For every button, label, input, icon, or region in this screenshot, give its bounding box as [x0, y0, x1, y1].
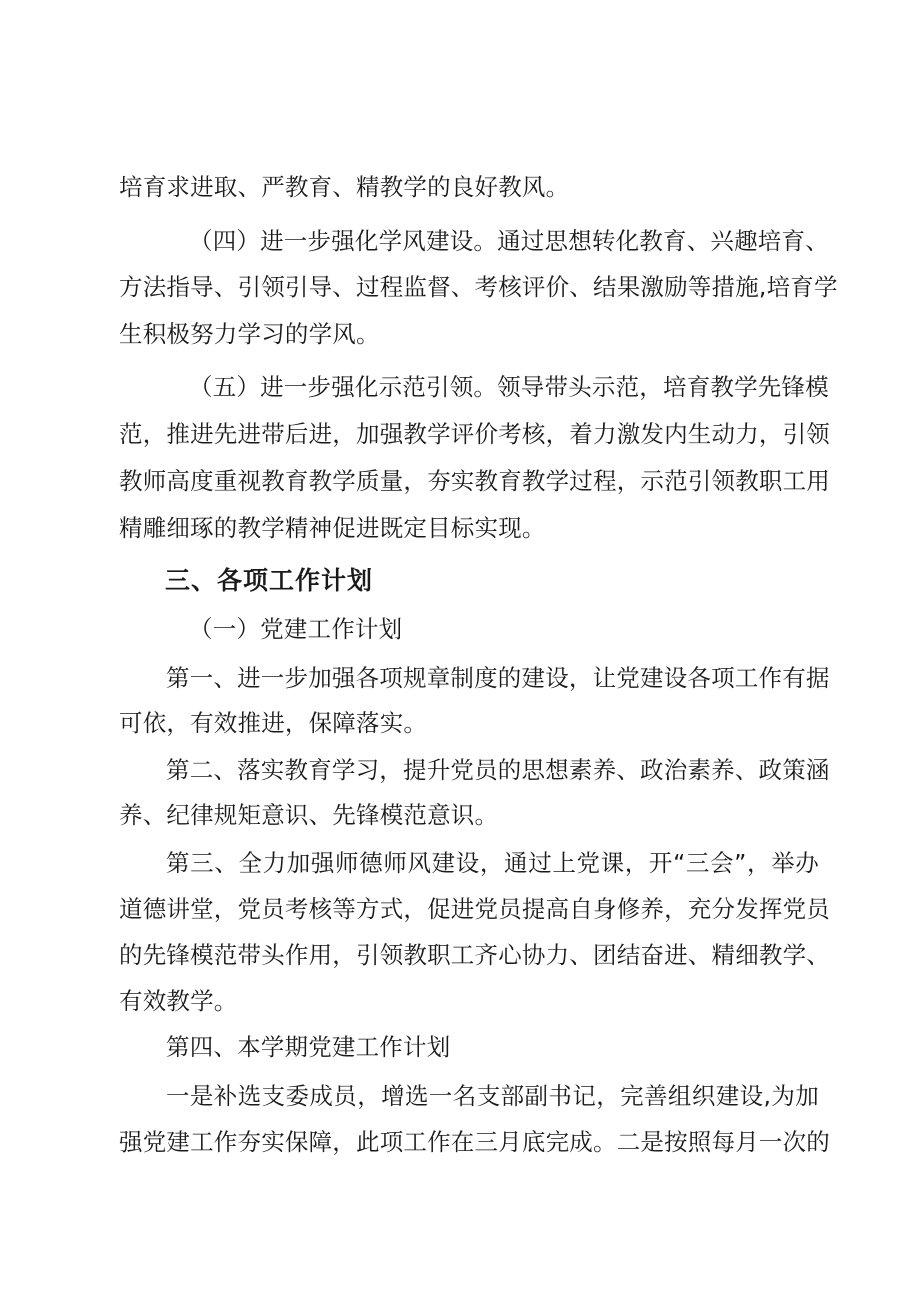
text-line: 可依，有效推进，保障落实。	[119, 709, 428, 737]
text-line: 生积极努力学习的学风。	[119, 320, 380, 348]
text-line: 培育求进取、严教育、精教学的良好教风。	[119, 173, 570, 201]
text-line: 第一、进一步加强各项规章制度的建设，让党建设各项工作有据	[166, 664, 830, 692]
text-line: 一是补选支委成员，增选一名支部副书记，完善组织建设,为加	[166, 1082, 819, 1110]
text-line: 方法指导、引领引导、过程监督、考核评价、结果激励等措施,培育学	[119, 273, 838, 301]
text-line: 精雕细琢的教学精神促进既定目标实现。	[119, 514, 546, 542]
text-line: 道德讲堂，党员考核等方式，促进党员提高自身修养，充分发挥党员	[119, 895, 830, 923]
text-line: 强党建工作夯实保障，此项工作在三月底完成。二是按照每月一次的	[119, 1128, 830, 1156]
text-line: 第四、本学期党建工作计划	[166, 1033, 451, 1061]
text-line: 范，推进先进带后进，加强教学评价考核，着力激发内生动力，引领	[119, 420, 830, 448]
text-line: 养、纪律规矩意识、先锋模范意识。	[119, 801, 499, 829]
text-line: 的先锋模范带头作用，引领教职工齐心协力、团结奋进、精细教学、	[119, 941, 830, 969]
text-line: （五）进一步强化示范引领。领导带头示范，培育教学先锋模	[189, 373, 829, 401]
section-heading: 三、各项工作计划	[165, 566, 374, 595]
subsection-heading: （一）党建工作计划	[189, 615, 403, 643]
text-line: 第二、落实教育学习，提升党员的思想素养、政治素养、政策涵	[166, 756, 830, 784]
text-line: 有效教学。	[119, 987, 238, 1015]
text-line: （四）进一步强化学风建设。通过思想转化教育、兴趣培育、	[189, 227, 829, 255]
text-line: 第三、全力加强师德师风建设，通过上党课，开“三会”，举办	[166, 849, 819, 877]
text-line: 教师高度重视教育教学质量，夯实教育教学过程，示范引领教职工用	[119, 467, 830, 495]
